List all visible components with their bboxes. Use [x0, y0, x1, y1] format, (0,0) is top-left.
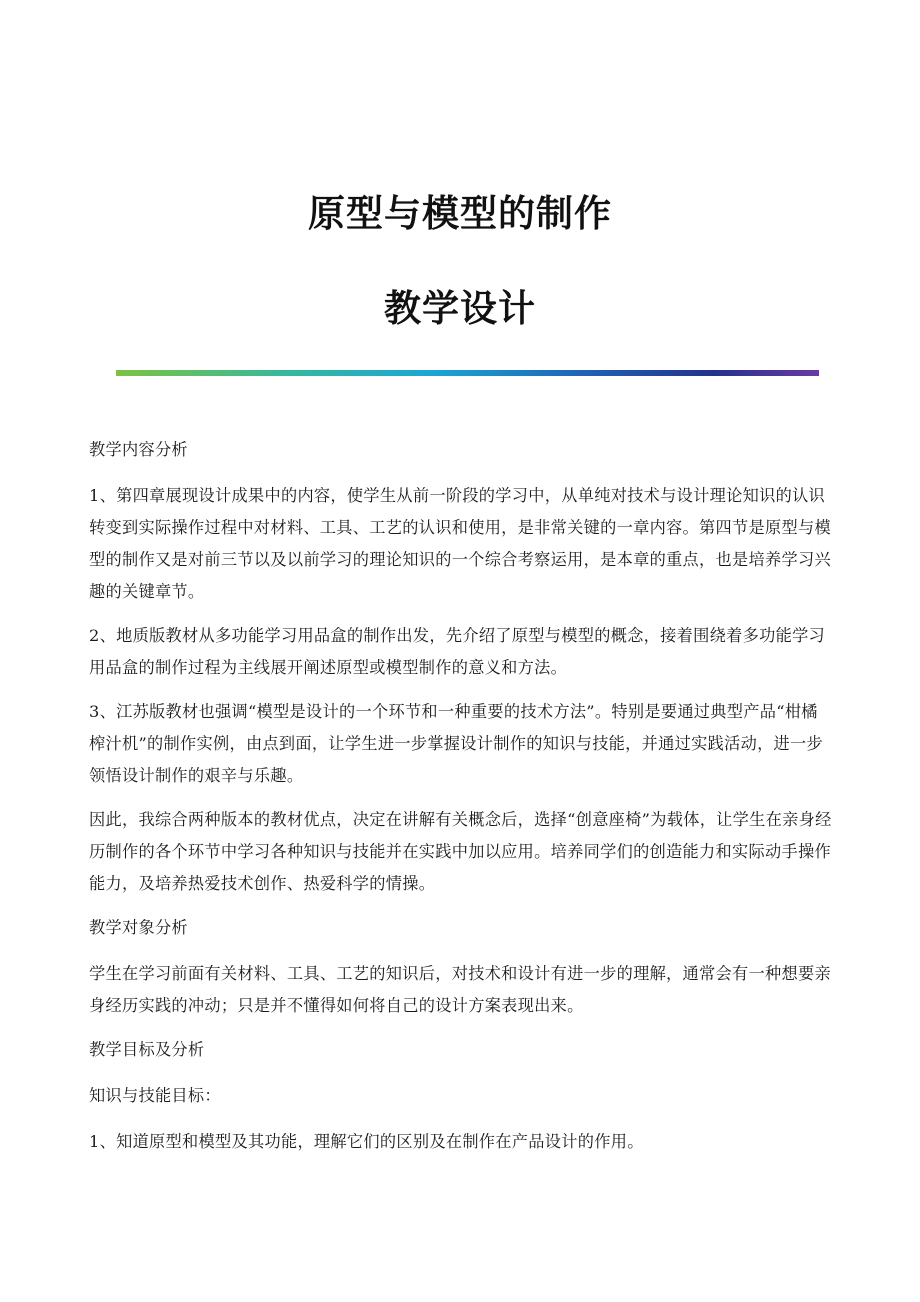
gradient-divider — [116, 370, 819, 376]
section-heading-objectives: 教学目标及分析 — [89, 1040, 205, 1059]
paragraph-2: 2、地质版教材从多功能学习用品盒的制作出发，先介绍了原型与模型的概念，接着围绕着多功能学习用品盒的制作过程为主线展开阐述原型或模型制作的意义和方法。 — [89, 626, 826, 677]
subheading-knowledge-skills: 知识与技能目标： — [89, 1086, 221, 1105]
section-heading-content-analysis: 教学内容分析 — [89, 440, 188, 459]
paragraph-conclusion: 因此，我综合两种版本的教材优点，决定在讲解有关概念后，选择“创意座椅”为载体，让学生在亲身经历制作的各个环节中学习各种知识与技能并在实践中加以应用。培养同学们的创造能力和实际动手操作能力，及培养热爱技术创作、热爱科学的情操。 — [89, 810, 832, 893]
document-subtitle: 教学设计 — [384, 287, 536, 330]
paragraph-3: 3、江苏版教材也强调“模型是设计的一个环节和一种重要的技术方法”。特别是要通过典型产品“柑橘榨汁机”的制作实例，由点到面，让学生进一步掌握设计制作的知识与技能，并通过实践活动，进一步领悟设计制作的艰辛与乐趣。 — [89, 702, 824, 785]
document-title: 原型与模型的制作 — [308, 192, 612, 235]
paragraph-objective-1: 1、知道原型和模型及其功能，理解它们的区别及在制作在产品设计的作用。 — [89, 1132, 644, 1151]
section-heading-learner-analysis: 教学对象分析 — [89, 918, 188, 937]
document-body — [89, 434, 834, 1170]
paragraph-1: 1、第四章展现设计成果中的内容，使学生从前一阶段的学习中，从单纯对技术与设计理论知识的认识转变到实际操作过程中对材料、工具、工艺的认识和使用，是非常关键的一章内容。第四节是原型与模型的制作又是对前三节以及以前学习的理论知识的一个综合考察运用，是本章的重点，也是培养学习兴趣的关键章节。 — [89, 486, 831, 601]
paragraph-learner: 学生在学习前面有关材料、工具、工艺的知识后，对技术和设计有进一步的理解，通常会有一种想要亲身经历实践的冲动；只是并不懂得如何将自己的设计方案表现出来。 — [89, 964, 831, 1015]
